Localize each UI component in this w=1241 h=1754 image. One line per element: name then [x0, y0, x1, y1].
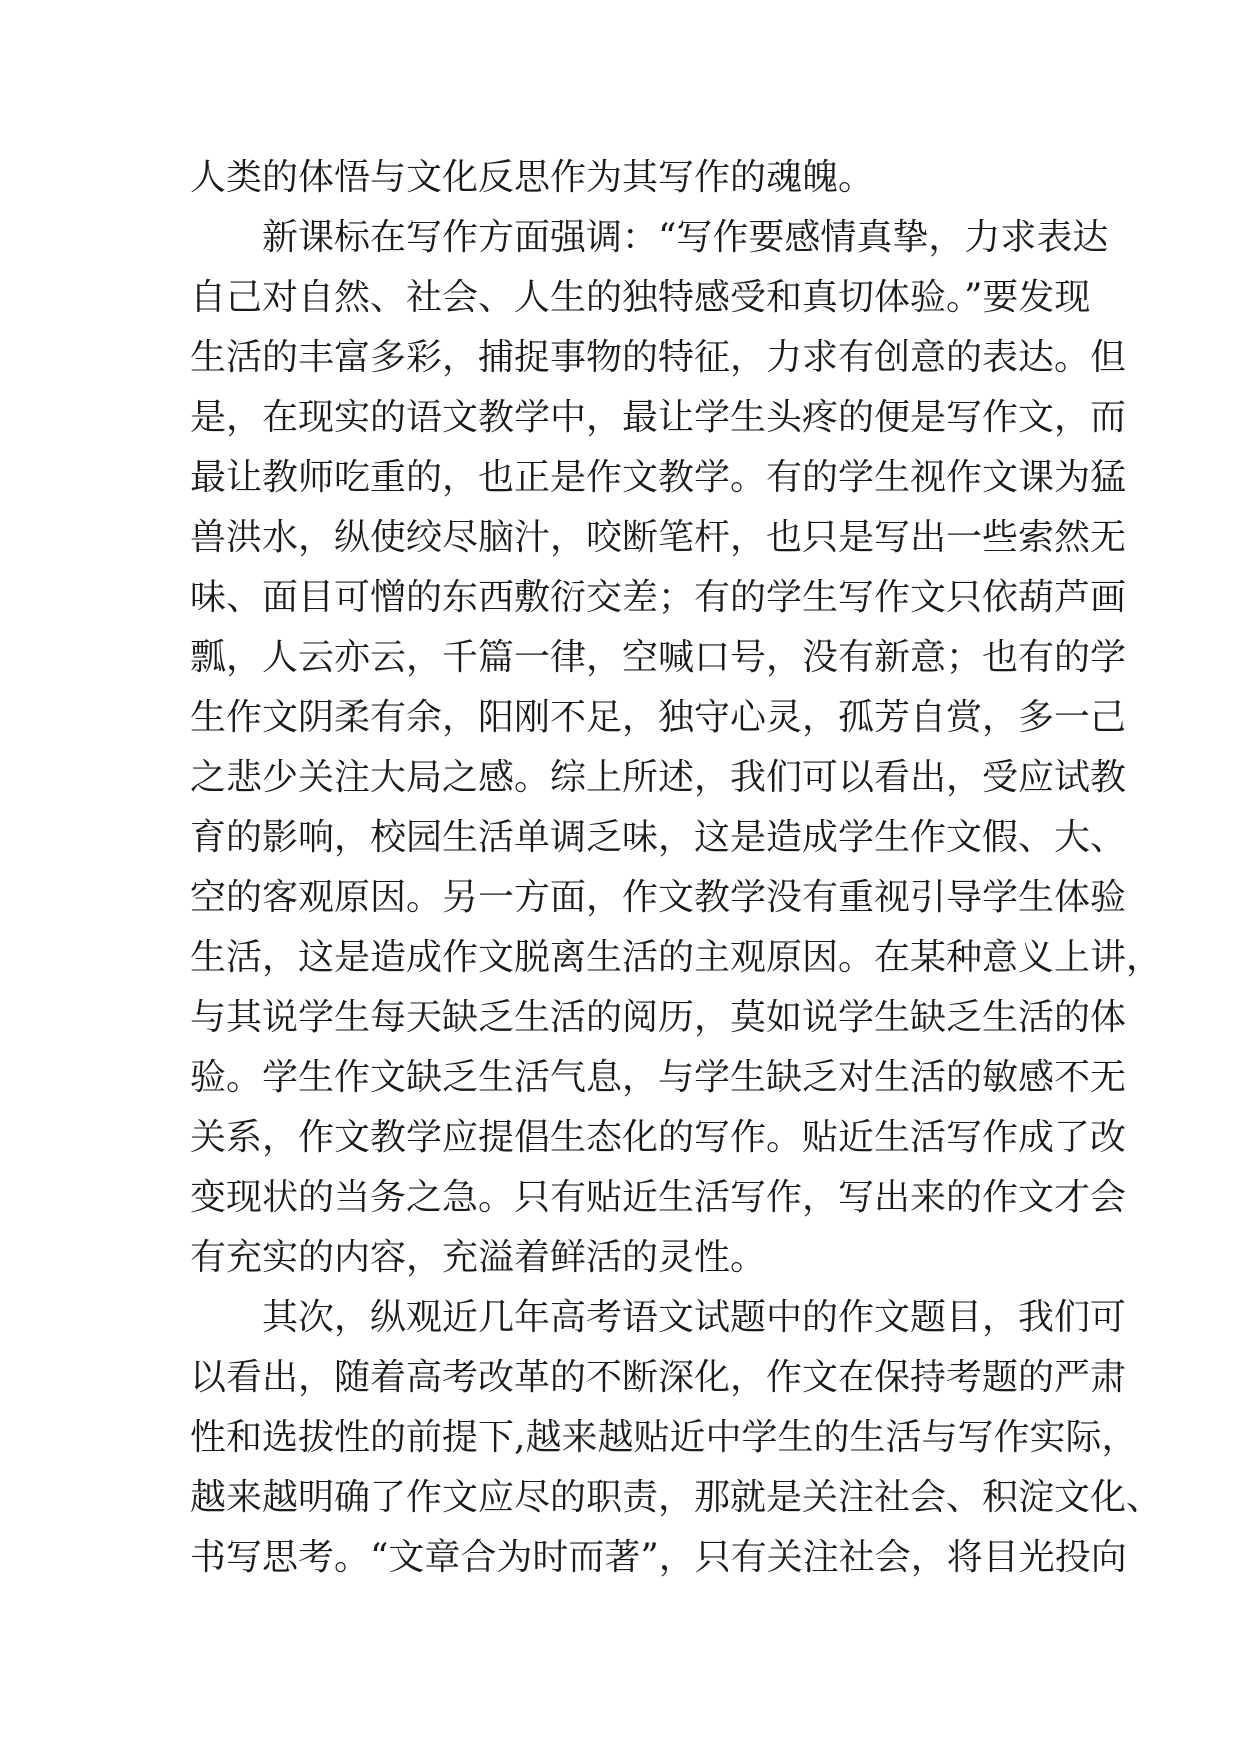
- text-line: 瓢，人云亦云，千篇一律，空喊口号，没有新意；也有的学: [190, 637, 1127, 678]
- text-line: 性和选拔性的前提下,越来越贴近中学生的生活与写作实际，: [190, 1417, 1138, 1458]
- text-line: 变现状的当务之急。只有贴近生活写作，写出来的作文才会: [190, 1177, 1127, 1218]
- text-line: 新课标在写作方面强调：“写作要感情真挚，力求表达: [190, 217, 1109, 258]
- text-line: 人类的体悟与文化反思作为其写作的魂魄。: [190, 157, 875, 198]
- text-line: 是，在现实的语文教学中，最让学生头疼的便是写作文，而: [190, 397, 1127, 438]
- text-line: 与其说学生每天缺乏生活的阅历，莫如说学生缺乏生活的体: [190, 997, 1127, 1038]
- body-text: [190, 148, 1163, 1588]
- text-line: 之悲少关注大局之感。综上所述，我们可以看出，受应试教: [190, 757, 1127, 798]
- text-line: 以看出，随着高考改革的不断深化，作文在保持考题的严肃: [190, 1357, 1127, 1398]
- text-line: 生活的丰富多彩，捕捉事物的特征，力求有创意的表达。但: [190, 337, 1127, 378]
- text-line: 书写思考。“文章合为时而著”，只有关注社会，将目光投向: [190, 1537, 1127, 1578]
- text-line: 育的影响，校园生活单调乏味，这是造成学生作文假、大、: [190, 817, 1127, 858]
- text-line: 空的客观原因。另一方面，作文教学没有重视引导学生体验: [190, 877, 1127, 918]
- text-line: 越来越明确了作文应尽的职责，那就是关注社会、积淀文化、: [190, 1477, 1163, 1518]
- text-line: 生作文阴柔有余，阳刚不足，独守心灵，孤芳自赏，多一己: [190, 697, 1127, 738]
- text-line: 味、面目可憎的东西敷衍交差；有的学生写作文只依葫芦画: [190, 577, 1127, 618]
- text-line: 验。学生作文缺乏生活气息，与学生缺乏对生活的敏感不无: [190, 1057, 1127, 1098]
- text-line: 生活，这是造成作文脱离生活的主观原因。在某种意义上讲，: [190, 937, 1163, 978]
- text-line: 自己对自然、社会、人生的独特感受和真切体验。”要发现: [190, 277, 1091, 318]
- text-line: 有充实的内容，充溢着鲜活的灵性。: [190, 1237, 767, 1278]
- text-line: 最让教师吃重的，也正是作文教学。有的学生视作文课为猛: [190, 457, 1127, 498]
- text-line: 其次，纵观近几年高考语文试题中的作文题目，我们可: [190, 1297, 1127, 1338]
- text-line: 兽洪水，纵使绞尽脑汁，咬断笔杆，也只是写出一些索然无: [190, 517, 1127, 558]
- text-line: 关系，作文教学应提倡生态化的写作。贴近生活写作成了改: [190, 1117, 1127, 1158]
